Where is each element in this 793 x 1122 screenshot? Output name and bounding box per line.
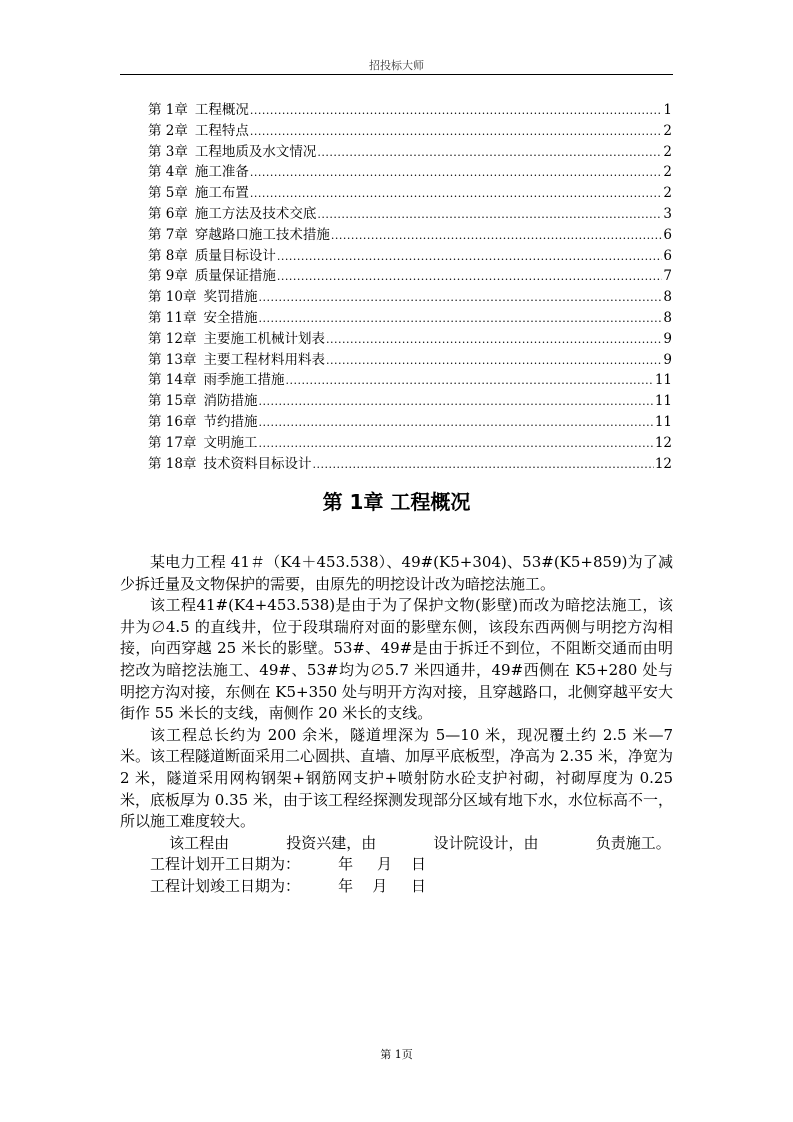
toc-page-number: 11 (654, 372, 672, 389)
toc-dot-leader (326, 354, 662, 367)
toc-chapter-number: 第 14章 (148, 372, 197, 389)
toc-chapter-number: 第 9章 (148, 268, 188, 285)
toc-chapter-title: 施工布置 (194, 185, 249, 202)
toc-chapter-title: 工程概况 (194, 102, 249, 118)
toc-chapter-title: 主要施工机械计划表 (203, 330, 325, 347)
toc-dot-leader (312, 458, 653, 471)
toc-entry[interactable] (148, 181, 672, 202)
toc-chapter-number: 第 7章 (148, 226, 188, 243)
toc-entry[interactable] (148, 119, 672, 140)
toc-dot-leader (258, 395, 653, 408)
toc-chapter-number: 第 8章 (148, 247, 188, 264)
toc-chapter-number: 第 12章 (148, 330, 197, 347)
toc-page-number: 2 (663, 122, 672, 139)
toc-page-number: 11 (654, 393, 672, 410)
toc-page-number: 8 (663, 309, 672, 326)
toc-chapter-title: 工程特点 (194, 122, 249, 139)
toc-chapter-number: 第 13章 (148, 351, 197, 368)
toc-dot-leader (285, 374, 653, 387)
page-header-title: 招投标大师 (369, 59, 424, 72)
toc-chapter-title: 文明施工 (203, 434, 258, 451)
toc-chapter-title: 奖罚措施 (203, 289, 258, 306)
toc-entry[interactable] (148, 452, 672, 473)
toc-dot-leader (250, 125, 663, 138)
toc-page-number: 2 (663, 143, 672, 160)
toc-chapter-number: 第 11章 (148, 309, 197, 326)
paragraph-parties: 该工程由 投资兴建，由 设计院设计，由 负责施工。 (150, 833, 671, 852)
toc-page-number: 8 (663, 289, 672, 306)
paragraph-shaft-details: 该工程41#(K4+453.538)是由于为了保护文物(影壁)而改为暗挖法施工，该井为∅4.5 的直线井，位于段琪瑞府对面的影壁东侧，该段东西两侧与明挖方沟相接，向西穿越 25 米长的影壁。53#、49#是由于拆迁不到位，不阻断交通而由明挖改为暗挖法施工、49#、53#均为∅5.7 米四通井，49#西侧在 K5+280 处与明挖方沟对接，东侧在 K5+350 处与明开方沟对接，且穿越路口，北侧穿越平安大街作 55 米长的支线，南侧作 20 米长的支线。 (120, 596, 673, 723)
toc-chapter-title: 施工方法及技术交底 (194, 205, 317, 222)
toc-chapter-title: 安全措施 (203, 309, 258, 326)
toc-dot-leader (258, 312, 662, 325)
toc-dot-leader (277, 270, 663, 283)
header-divider (120, 74, 673, 75)
toc-dot-leader (258, 437, 653, 450)
toc-page-number: 2 (663, 185, 672, 202)
toc-page-number: 12 (654, 434, 672, 451)
toc-page-number: 9 (663, 351, 672, 368)
toc-dot-leader (258, 291, 662, 304)
toc-page-number: 7 (663, 268, 672, 285)
toc-dot-leader (277, 250, 663, 263)
toc-dot-leader (317, 146, 662, 159)
toc-entry[interactable] (148, 348, 672, 369)
toc-chapter-title: 主要工程材料用料表 (203, 351, 325, 368)
toc-page-number: 12 (654, 455, 672, 472)
toc-entry[interactable] (148, 264, 672, 285)
toc-chapter-number: 第 15章 (148, 393, 197, 410)
toc-chapter-title: 施工准备 (194, 164, 249, 181)
toc-page-number: 1 (663, 102, 672, 118)
toc-entry[interactable] (148, 410, 672, 431)
toc-chapter-number: 第 4章 (148, 164, 188, 181)
toc-chapter-number: 第 5章 (148, 185, 188, 202)
toc-dot-leader (331, 229, 663, 242)
toc-page-number: 6 (663, 247, 672, 264)
toc-page-number: 11 (654, 413, 672, 430)
toc-dot-leader (250, 166, 663, 179)
chapter-heading: 第 1章 工程概况 (322, 490, 471, 514)
toc-entry[interactable] (148, 306, 672, 327)
toc-chapter-title: 消防措施 (203, 393, 258, 410)
paragraph-end-date: 工程计划竣工日期为： 年 月 日 (150, 876, 427, 895)
toc-dot-leader (317, 208, 662, 221)
toc-page-number: 9 (663, 330, 672, 347)
toc-chapter-title: 工程地质及水文情况 (194, 143, 317, 160)
toc-page-number: 3 (663, 205, 672, 222)
toc-chapter-number: 第 18章 (148, 455, 197, 472)
paragraph-project-intro: 某电力工程 41＃（K4＋453.538）、49#(K5+304)、53#(K5+859)为了减少拆迁量及文物保护的需要，由原先的明挖设计改为暗挖法施工。 (120, 553, 673, 593)
toc-chapter-number: 第 1章 (148, 102, 188, 118)
toc-dot-leader (250, 187, 663, 200)
toc-chapter-number: 第 6章 (148, 205, 188, 222)
toc-entry[interactable] (148, 160, 672, 181)
toc-page-number: 6 (663, 226, 672, 243)
toc-chapter-title: 雨季施工措施 (203, 372, 285, 389)
toc-entry[interactable] (148, 244, 672, 265)
toc-entry[interactable] (148, 285, 672, 306)
toc-entry[interactable] (148, 140, 672, 161)
toc-dot-leader (250, 104, 663, 117)
toc-chapter-number: 第 16章 (148, 413, 197, 430)
toc-entry[interactable] (148, 223, 672, 244)
table-of-contents (148, 98, 672, 472)
toc-chapter-title: 节约措施 (203, 413, 258, 430)
toc-chapter-title: 质量保证措施 (194, 268, 276, 285)
toc-entry[interactable] (148, 202, 672, 223)
toc-dot-leader (326, 333, 662, 346)
toc-entry[interactable] (148, 431, 672, 452)
toc-page-number: 2 (663, 164, 672, 181)
paragraph-tunnel-specs: 该工程总长约为 200 余米，隧道埋深为 5—10 米，现况覆土约 2.5 米—7 米。该工程隧道断面采用二心圆拱、直墙、加厚平底板型，净高为 2.35 米，净宽为 2 米，隧道采用网构钢架+钢筋网支护+喷射防水砼支护衬砌，衬砌厚度为 0.25 米，底板厚为 0.35 米，由于该工程经探测发现部分区域有地下水，水位标高不一，所以施工难度较大。 (120, 725, 673, 831)
body-text (120, 552, 673, 898)
toc-entry[interactable] (148, 389, 672, 410)
paragraph-start-date: 工程计划开工日期为： 年 月 日 (150, 855, 427, 874)
page-footer-number: 第 1页 (380, 1048, 413, 1061)
toc-chapter-number: 第 17章 (148, 434, 197, 451)
toc-dot-leader (258, 416, 653, 429)
toc-chapter-number: 第 10章 (148, 289, 197, 306)
toc-chapter-title: 穿越路口施工技术措施 (194, 226, 330, 243)
toc-chapter-number: 第 2章 (148, 122, 188, 139)
toc-chapter-title: 质量目标设计 (194, 247, 276, 264)
toc-entry[interactable] (148, 368, 672, 389)
toc-entry[interactable] (148, 327, 672, 348)
toc-chapter-title: 技术资料目标设计 (203, 455, 312, 472)
toc-chapter-number: 第 3章 (148, 143, 188, 160)
toc-entry[interactable] (148, 98, 672, 119)
